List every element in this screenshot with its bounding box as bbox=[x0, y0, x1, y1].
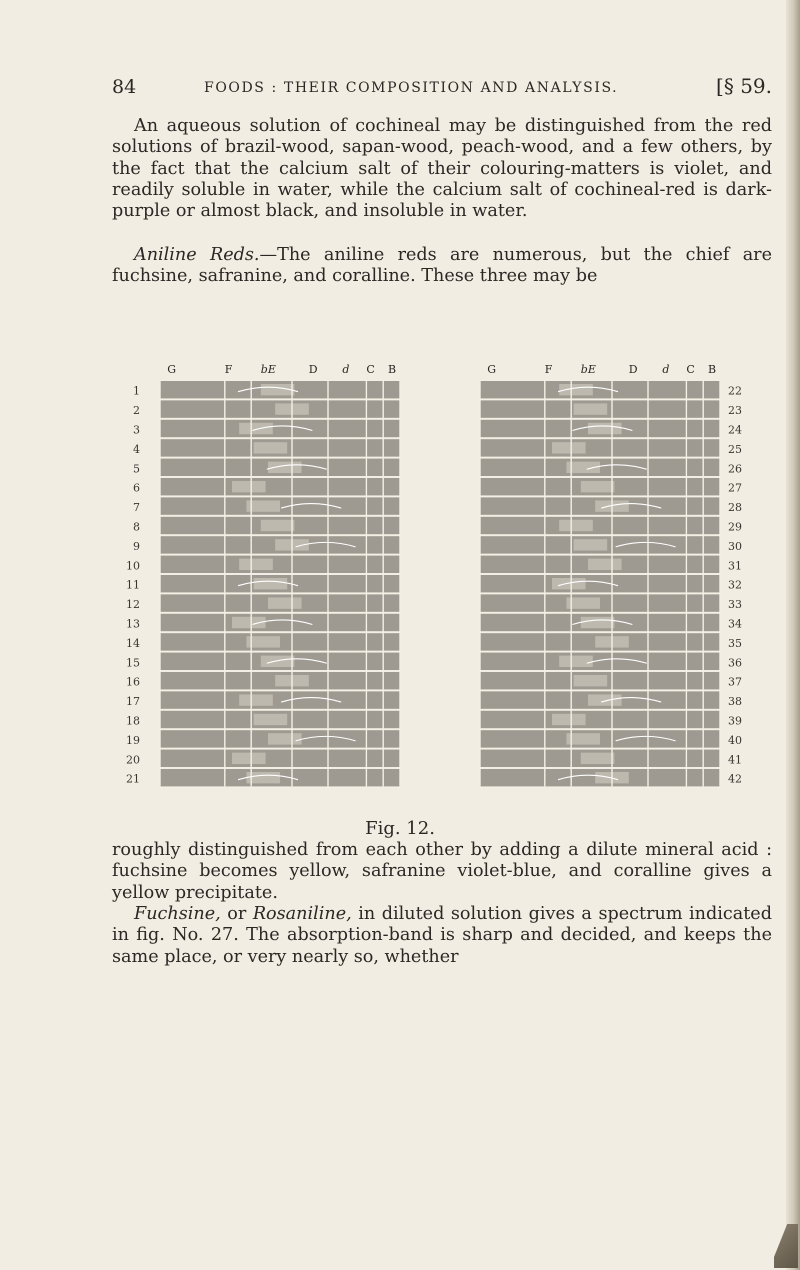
spectrum-row-number: 37 bbox=[728, 675, 742, 689]
spectrum-light-window bbox=[588, 423, 622, 434]
spectral-line-label: B bbox=[708, 363, 717, 376]
paragraph-acid-test bbox=[112, 840, 772, 904]
aniline-reds-heading: Aniline Reds. bbox=[134, 245, 260, 265]
spectrum-row-band bbox=[160, 614, 400, 631]
spectrum-row-band bbox=[480, 653, 720, 670]
spectrum-light-window bbox=[261, 520, 295, 531]
spectrum-light-window bbox=[552, 442, 586, 453]
spectrum-row-number: 27 bbox=[728, 481, 742, 495]
fuchsine-text: in diluted solution gives a spectrum indicated in fig. No. 27. The absorption-band is sharp and decided, and keeps the same place, or very nearly so, whether bbox=[112, 904, 772, 967]
spectrum-row-number: 21 bbox=[126, 772, 140, 786]
spectrum-light-window bbox=[574, 675, 608, 686]
page-number: 84 bbox=[112, 76, 137, 98]
spectrum-light-window bbox=[581, 481, 615, 492]
spectrum-row-number: 9 bbox=[133, 539, 140, 553]
page-edge bbox=[786, 0, 800, 1270]
spectrum-row-number: 10 bbox=[126, 559, 140, 573]
spectrum-light-window bbox=[588, 694, 622, 705]
spectrum-light-window bbox=[574, 539, 608, 550]
spectrum-light-window bbox=[559, 656, 593, 667]
paragraph-aniline-reds bbox=[112, 245, 772, 288]
spectrum-light-window bbox=[581, 753, 615, 764]
paragraph-fuchsine bbox=[112, 904, 772, 968]
spectrum-light-window bbox=[574, 403, 608, 414]
spectrum-light-window bbox=[552, 714, 586, 725]
spectral-line-label: B bbox=[388, 363, 397, 376]
spectral-line-label: d bbox=[342, 363, 350, 376]
spectrum-light-window bbox=[254, 578, 288, 589]
page-corner bbox=[774, 1224, 798, 1268]
spectrum-row-number: 22 bbox=[728, 384, 742, 398]
spectrum-figure bbox=[100, 361, 760, 801]
spectrum-row-number: 19 bbox=[126, 733, 140, 747]
spectral-line-label: G bbox=[487, 363, 496, 376]
spectral-line-label: F bbox=[224, 363, 233, 376]
spectral-line-label: bE bbox=[260, 363, 276, 376]
spectrum-row-band bbox=[160, 556, 400, 573]
spectral-line-label: F bbox=[544, 363, 553, 376]
spectrum-row-number: 2 bbox=[133, 404, 140, 418]
fuchsine-heading: Fuchsine, bbox=[134, 904, 221, 924]
spectral-line-label: G bbox=[167, 363, 176, 376]
spectrum-light-window bbox=[239, 423, 273, 434]
spectrum-row-number: 28 bbox=[728, 501, 742, 515]
spectrum-row-number: 41 bbox=[728, 753, 742, 767]
spectrum-light-window bbox=[232, 753, 266, 764]
spectrum-row-number: 29 bbox=[728, 520, 742, 534]
spectrum-light-window bbox=[232, 481, 266, 492]
page-header bbox=[112, 70, 772, 100]
spectral-line-label: C bbox=[686, 363, 695, 376]
spectrum-row-number: 34 bbox=[728, 617, 742, 631]
rosaniline-heading: Rosaniline, bbox=[252, 904, 352, 924]
paragraph-cochineal-text: An aqueous solution of cochineal may be distinguished from the red solutions of brazil-wood, sapan-wood, peach-wood, and a few others, by the fact that the calcium salt of their colouring-matters is violet, and readily soluble in water, while the calcium salt of cochineal-red is dark-purple or almost black, and insoluble in water. bbox=[112, 116, 772, 222]
spectral-line-label: C bbox=[366, 363, 375, 376]
spectrum-row-number: 11 bbox=[126, 578, 140, 592]
aniline-reds-text: —The aniline reds are numerous, but the chief are fuchsine, safranine, and coralline. These three may be bbox=[112, 245, 773, 287]
spectrum-light-window bbox=[588, 559, 622, 570]
spectrum-row-number: 42 bbox=[728, 772, 742, 786]
spectrum-row-number: 12 bbox=[126, 598, 140, 612]
spectrum-row-band bbox=[160, 420, 400, 437]
spectrum-row-number: 30 bbox=[728, 539, 742, 553]
spectrum-row-number: 4 bbox=[133, 442, 140, 456]
spectral-line-label: D bbox=[628, 363, 638, 376]
spectrum-row-number: 31 bbox=[728, 559, 742, 573]
spectrum-row-number: 25 bbox=[728, 442, 742, 456]
spectrum-row-band bbox=[480, 711, 720, 728]
spectrum-row-number: 24 bbox=[728, 423, 742, 437]
spectrum-row-band bbox=[480, 575, 720, 592]
spectrum-light-window bbox=[254, 714, 288, 725]
spectrum-row-number: 38 bbox=[728, 695, 742, 709]
spectrum-row-number: 14 bbox=[126, 636, 140, 650]
spectral-line-label: d bbox=[662, 363, 670, 376]
acid-test-text: roughly distinguished from each other by adding a dilute mineral acid : fuchsine becomes yellow, safranine violet-blue, and coralline gives a yellow precipitate. bbox=[112, 840, 772, 903]
spectrum-row-number: 18 bbox=[126, 714, 140, 728]
spectrum-light-window bbox=[239, 694, 273, 705]
spectral-line-label: bE bbox=[580, 363, 596, 376]
spectrum-light-window bbox=[239, 559, 273, 570]
spectrum-row-band bbox=[160, 750, 400, 767]
spectrum-row-number: 3 bbox=[133, 423, 140, 437]
paragraph-cochineal bbox=[112, 116, 772, 222]
spectral-line-label: D bbox=[308, 363, 318, 376]
spectrum-row-number: 13 bbox=[126, 617, 140, 631]
spectrum-light-window bbox=[552, 578, 586, 589]
spectrum-light-window bbox=[581, 617, 615, 628]
spectrum-row-number: 16 bbox=[126, 675, 140, 689]
spectrum-light-window bbox=[254, 442, 288, 453]
spectrum-light-window bbox=[261, 656, 295, 667]
spectrum-row-band bbox=[160, 691, 400, 708]
fuchsine-or: or bbox=[220, 904, 253, 924]
spectrum-row-number: 39 bbox=[728, 714, 742, 728]
spectrum-row-number: 23 bbox=[728, 404, 742, 418]
spectrum-row-number: 7 bbox=[133, 501, 140, 515]
running-title: FOODS : THEIR COMPOSITION AND ANALYSIS. bbox=[204, 80, 619, 96]
spectrum-row-number: 17 bbox=[126, 695, 140, 709]
spectrum-row-number: 5 bbox=[133, 462, 140, 476]
spectrum-row-number: 20 bbox=[126, 753, 140, 767]
spectrum-row-number: 32 bbox=[728, 578, 742, 592]
spectrum-row-band bbox=[480, 381, 720, 398]
spectrum-row-band bbox=[480, 439, 720, 456]
section-marker: [§ 59. bbox=[716, 74, 772, 98]
spectrum-row-band bbox=[480, 517, 720, 534]
spectrum-row-number: 15 bbox=[126, 656, 140, 670]
spectrum-row-number: 36 bbox=[728, 656, 742, 670]
spectrum-light-window bbox=[268, 597, 302, 608]
spectrum-row-number: 8 bbox=[133, 520, 140, 534]
spectrum-row-number: 26 bbox=[728, 462, 742, 476]
spectrum-row-number: 35 bbox=[728, 636, 742, 650]
spectrum-light-window bbox=[268, 733, 302, 744]
spectrum-light-window bbox=[559, 520, 593, 531]
spectrum-row-number: 6 bbox=[133, 481, 140, 495]
figure-caption: Fig. 12. bbox=[365, 818, 435, 839]
spectrum-row-number: 33 bbox=[728, 598, 742, 612]
spectrum-row-number: 40 bbox=[728, 733, 742, 747]
spectrum-row-number: 1 bbox=[133, 384, 140, 398]
spectrum-row-band bbox=[160, 478, 400, 495]
spectrum-drawing bbox=[100, 361, 760, 801]
